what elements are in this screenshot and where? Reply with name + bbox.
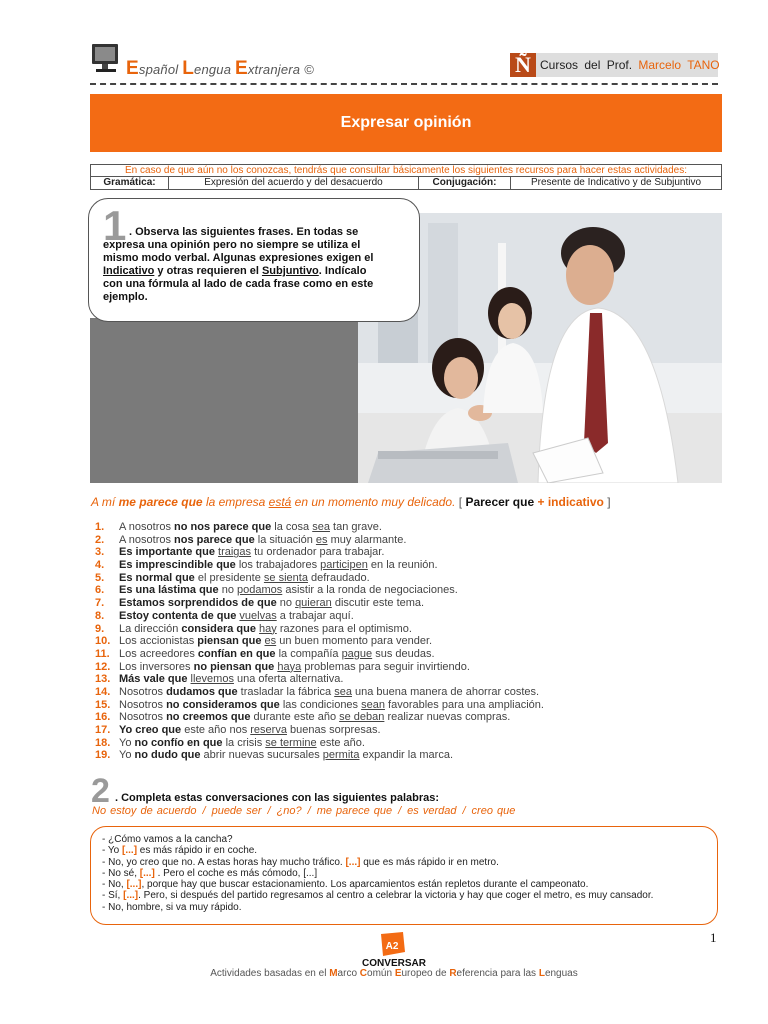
- item-number: 4.: [95, 559, 105, 572]
- header-divider: [90, 83, 718, 85]
- dialogue-line: [102, 845, 708, 856]
- item-verb: es: [264, 635, 277, 648]
- item-verb: sea: [334, 685, 352, 698]
- item-verb: quieran: [295, 597, 332, 610]
- item-number: 14.: [95, 685, 111, 698]
- item-number: 16.: [95, 711, 111, 724]
- example-sentence: A mí me parece que la empresa está en un momento muy delicado. [ Parecer que + indicativo ]: [91, 495, 611, 509]
- dialogue-line: [102, 868, 708, 879]
- item-text-end: sus deudas.: [372, 647, 435, 660]
- footer-word: Actividades basadas en el: [210, 968, 330, 979]
- conjugation-label: Conjugación:: [419, 177, 511, 189]
- sentence-list: [95, 521, 715, 762]
- item-number: 11.: [95, 647, 110, 660]
- item-text: abrir nuevas sucursales: [200, 749, 323, 762]
- resources-note: En caso de que aún no los conozcas, tendrás que consultar básicamente los siguientes recursos para hacer estas actividades:: [91, 165, 721, 177]
- list-item: [95, 635, 715, 648]
- list-item: [95, 534, 715, 547]
- footer-word: uropeo de: [401, 968, 450, 979]
- item-expression: dudamos que: [166, 685, 238, 698]
- list-item: [95, 724, 715, 737]
- item-number: 2.: [95, 533, 105, 546]
- list-item: [95, 610, 715, 623]
- item-text-end: favorables para una ampliación.: [384, 698, 544, 711]
- item-text-end: una oferta alternativa.: [233, 673, 344, 686]
- item-number: 5.: [95, 571, 105, 584]
- item-text: no: [218, 584, 238, 597]
- dialogue-text: - No, hombre, si va muy rápido.: [102, 901, 242, 913]
- item-subject: Nosotros: [119, 698, 167, 711]
- item-expression: no consideramos que: [166, 698, 280, 711]
- title-banner: [90, 94, 722, 152]
- item-expression: Más vale que: [119, 673, 188, 686]
- item-verb: pague: [341, 647, 373, 660]
- word-separator: /: [307, 805, 311, 817]
- item-expression: Es importante que: [119, 546, 215, 559]
- item-verb: participen: [320, 559, 368, 572]
- dialogue-gap: [...]: [126, 879, 142, 891]
- item-expression: Es imprescindible que: [119, 559, 236, 572]
- item-number: 17.: [95, 724, 111, 736]
- word-separator: /: [398, 805, 402, 817]
- item-expression: considera que: [181, 622, 256, 635]
- item-text-end: en la reunión.: [367, 559, 438, 572]
- grammar-label: Gramática:: [91, 177, 169, 189]
- item-text-end: defraudado.: [307, 571, 370, 584]
- dialogue-text: - ¿Cómo vamos a la cancha?: [102, 834, 233, 845]
- item-text-end: realizar nuevas compras.: [384, 711, 511, 724]
- item-verb: podamos: [237, 584, 283, 597]
- dialogue-text: - No, yo creo que no. A estas horas hay mucho tráfico.: [102, 856, 346, 868]
- item-text: durante este año: [250, 711, 340, 724]
- item-verb: es: [315, 533, 328, 546]
- resources-table: [90, 164, 722, 190]
- dialogue-text-end: . Pero, si después del partido regresamos al centro a celebrar la victoria y hay que coger el metro, es muy cansador.: [138, 890, 654, 902]
- item-text-end: discutir este tema.: [331, 597, 425, 610]
- dialogue-text: - No sé,: [102, 867, 140, 879]
- item-text-end: problemas para seguir invirtiendo.: [301, 660, 470, 673]
- exercise-2-number: 2: [91, 772, 110, 810]
- item-text: la compañía: [275, 647, 342, 660]
- item-verb: vuelvas: [239, 609, 277, 622]
- item-verb: sea: [312, 521, 330, 533]
- dialogue: [102, 834, 708, 913]
- item-expression: no piensan que: [193, 660, 275, 673]
- word-option: me parece que: [316, 805, 393, 817]
- item-subject: Nosotros: [119, 685, 167, 698]
- dialogue-line: [102, 879, 708, 890]
- footer-initial: R: [449, 968, 457, 979]
- item-text: las condiciones: [279, 698, 362, 711]
- dialogue-text-end: . Pero el coche es más cómodo, [...]: [154, 867, 318, 879]
- word-bank: [92, 805, 515, 817]
- item-subject: Yo: [119, 749, 135, 762]
- item-expression: nos parece que: [174, 533, 255, 546]
- list-item: [95, 648, 715, 661]
- footer-word: enguas: [544, 968, 578, 979]
- footer-initial: E: [394, 968, 402, 979]
- item-verb: hay: [259, 622, 277, 635]
- svg-text:A2: A2: [385, 941, 399, 952]
- item-expression: confían en que: [197, 647, 276, 660]
- footer-initial: C: [359, 968, 368, 979]
- item-text: no: [276, 597, 296, 610]
- list-item: [95, 546, 715, 559]
- item-expression: Es normal que: [119, 571, 195, 584]
- footer-word: arco: [337, 968, 360, 979]
- item-subject: A nosotros: [119, 521, 175, 533]
- item-expression: Yo creo que: [119, 724, 182, 736]
- item-text-end: tan grave.: [329, 521, 382, 533]
- dialogue-gap: [...]: [139, 867, 155, 879]
- word-separator: /: [202, 805, 206, 817]
- list-item: [95, 711, 715, 724]
- list-item: [95, 521, 715, 534]
- item-expression: no dudo que: [134, 749, 201, 762]
- list-item: [95, 623, 715, 636]
- item-number: 8.: [95, 609, 105, 622]
- photo-gray-panel: [90, 318, 358, 483]
- dialogue-gap: [...]: [123, 890, 139, 902]
- list-item: [95, 673, 715, 686]
- item-verb: llevemos: [190, 673, 234, 686]
- footer-word: eferencia para las: [456, 968, 539, 979]
- dialogue-text-end: , porque hay que buscar estacionamiento. Los aparcamientos están repletos durante el campeonato.: [141, 879, 589, 891]
- item-verb: se deban: [339, 711, 385, 724]
- item-text-end: razones para el optimismo.: [276, 622, 412, 635]
- item-expression: no creemos que: [166, 711, 251, 724]
- item-verb: traigas: [218, 546, 252, 559]
- item-verb: reserva: [250, 724, 287, 736]
- exercise-1-instructions: . Observa las siguientes frases. En todas se expresa una opinión pero no siempre se utiliza el mismo modo verbal. Algunas expresiones exigen el Indicativo y otras requieren el Subjuntivo. Indícalo con una fórmula al lado de cada frase como en este ejemplo.: [103, 226, 374, 303]
- item-verb: se termine: [265, 736, 317, 749]
- item-subject: Los inversores: [119, 660, 194, 673]
- item-number: 9.: [95, 622, 105, 635]
- item-text: el presidente: [194, 571, 264, 584]
- item-text: la cosa: [271, 521, 313, 533]
- dialogue-text-end: que es más rápido ir en metro.: [360, 856, 499, 868]
- exercise-2-title: . Completa estas conversaciones con las siguientes palabras:: [115, 792, 440, 804]
- footer-initial: M: [329, 968, 338, 979]
- item-verb: haya: [277, 660, 302, 673]
- list-item: [95, 572, 715, 585]
- item-subject: A nosotros: [119, 533, 175, 546]
- n-tilde-logo: Ñ: [510, 53, 536, 77]
- dialogue-text-end: es más rápido ir en coche.: [137, 845, 258, 857]
- item-number: 3.: [95, 546, 105, 559]
- item-subject: Yo: [119, 736, 135, 749]
- site-title: Español Lengua Extranjera ©: [126, 58, 314, 79]
- list-item: [95, 559, 715, 572]
- dialogue-text: - Sí,: [102, 890, 124, 902]
- item-text: los trabajadores: [235, 559, 321, 572]
- item-text-end: un buen momento para vender.: [276, 635, 433, 648]
- dialogue-text: - Yo: [102, 845, 123, 857]
- page-number: 1: [710, 930, 717, 945]
- word-option: ¿no?: [276, 805, 302, 817]
- grammar-value: Expresión del acuerdo y del desacuerdo: [169, 177, 419, 189]
- item-expression: no nos parece que: [174, 521, 272, 533]
- list-item: [95, 737, 715, 750]
- dialogue-line: [102, 890, 708, 901]
- a2-badge-icon: [377, 932, 407, 956]
- item-subject: Nosotros: [119, 711, 167, 724]
- item-text-end: buenas sorpresas.: [286, 724, 381, 736]
- dialogue-gap: [...]: [345, 856, 361, 868]
- item-text: este año nos: [181, 724, 251, 736]
- dialogue-line: [102, 834, 708, 845]
- page-title: Expresar opinión: [340, 114, 472, 131]
- course-label: Cursos del Prof. Marcelo TANO: [540, 58, 720, 72]
- list-item: [95, 597, 715, 610]
- item-number: 10.: [95, 635, 111, 648]
- item-text: trasladar la fábrica: [237, 685, 335, 698]
- exercise-1-number: 1: [103, 202, 127, 249]
- item-expression: Es una lástima que: [119, 584, 219, 597]
- item-text-end: expandir la marca.: [359, 749, 454, 762]
- item-text-end: tu ordenador para trabajar.: [251, 546, 385, 559]
- item-subject: La dirección: [119, 622, 182, 635]
- item-number: 12.: [95, 660, 111, 673]
- monitor-icon: [88, 42, 122, 76]
- footer-text: [0, 968, 768, 979]
- item-expression: Estamos sorprendidos de que: [119, 597, 277, 610]
- item-expression: piensan que: [197, 635, 262, 648]
- item-number: 1.: [95, 521, 105, 533]
- item-number: 6.: [95, 584, 105, 597]
- item-text: la situación: [254, 533, 316, 546]
- conjugation-value: Presente de Indicativo y de Subjuntivo: [530, 177, 702, 188]
- item-text-end: asistir a la ronda de negociaciones.: [282, 584, 458, 597]
- course-brand: [510, 53, 718, 77]
- item-subject: Los accionistas: [119, 635, 198, 648]
- word-option: puede ser: [211, 805, 262, 817]
- item-expression: no confío en que: [134, 736, 223, 749]
- list-item: [95, 584, 715, 597]
- item-number: 13.: [95, 673, 111, 686]
- item-text-end: una buena manera de ahorrar costes.: [351, 685, 540, 698]
- item-subject: Los acreedores: [119, 647, 198, 660]
- item-verb: sean: [361, 698, 385, 711]
- item-verb: permita: [322, 749, 360, 762]
- resources-row: [91, 177, 721, 189]
- item-number: 7.: [95, 597, 105, 610]
- footer-initial: L: [538, 968, 545, 979]
- dialogue-gap: [...]: [122, 845, 138, 857]
- list-item: [95, 661, 715, 674]
- dialogue-line: [102, 902, 708, 913]
- item-text-end: a trabajar aquí.: [276, 609, 354, 622]
- list-item: [95, 749, 715, 762]
- item-text: la crisis: [222, 736, 266, 749]
- word-separator: /: [462, 805, 466, 817]
- list-item: [95, 699, 715, 712]
- exercise-1-box: [88, 198, 420, 322]
- item-text-end: muy alarmante.: [327, 533, 407, 546]
- section-label: CONVERSAR: [362, 958, 426, 969]
- dialogue-line: [102, 857, 708, 868]
- dialogue-text: - No,: [102, 879, 127, 891]
- word-option: No estoy de acuerdo: [92, 805, 197, 817]
- footer-word: omún: [367, 968, 395, 979]
- item-number: 15.: [95, 698, 111, 711]
- item-number: 19.: [95, 749, 111, 762]
- item-expression: Estoy contenta de que: [119, 609, 237, 622]
- word-option: creo que: [471, 805, 516, 817]
- item-verb: se sienta: [263, 571, 308, 584]
- list-item: [95, 686, 715, 699]
- item-number: 18.: [95, 736, 111, 749]
- word-separator: /: [267, 805, 271, 817]
- word-option: es verdad: [407, 805, 457, 817]
- item-text-end: este año.: [316, 736, 365, 749]
